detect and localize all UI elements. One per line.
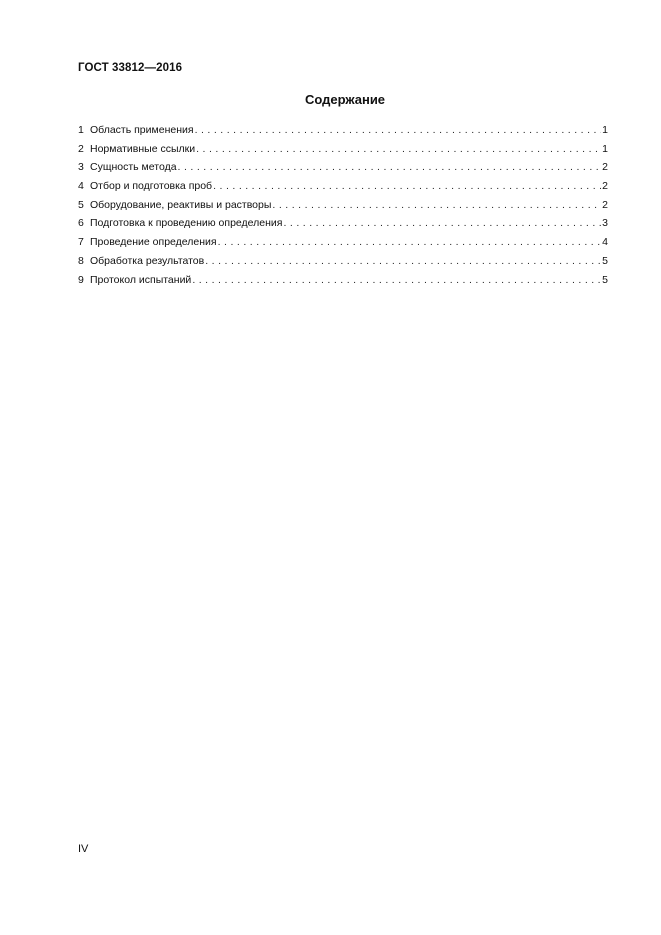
toc-entry-sampling[interactable] xyxy=(78,177,608,196)
toc-entry-page: 2 xyxy=(602,161,608,174)
toc-entry-label: Подготовка к проведению определения xyxy=(90,217,283,230)
toc-entry-page: 1 xyxy=(602,142,608,155)
toc-entry-label: Проведение определения xyxy=(90,236,217,249)
toc-entry-number: 6 xyxy=(78,217,84,230)
toc-entry-equipment[interactable] xyxy=(78,196,608,215)
toc-dot-leader xyxy=(283,214,601,233)
toc-entry-page: 5 xyxy=(602,254,608,267)
toc-entry-references[interactable] xyxy=(78,140,608,159)
toc-dot-leader xyxy=(195,121,602,140)
toc-entry-number: 7 xyxy=(78,236,84,249)
toc-entry-method-principle[interactable] xyxy=(78,158,608,177)
toc-title: Содержание xyxy=(304,92,386,107)
toc-entry-procedure[interactable] xyxy=(78,233,608,252)
standard-designation: ГОСТ 33812—2016 xyxy=(78,62,183,74)
toc-entry-number: 1 xyxy=(78,124,84,136)
toc-entry-page: 1 xyxy=(602,124,608,136)
toc-entry-number: 5 xyxy=(78,198,84,211)
toc-entry-label: Область применения xyxy=(90,124,194,136)
toc-dot-leader xyxy=(213,177,601,196)
toc-dot-leader xyxy=(218,233,602,252)
toc-entry-scope[interactable] xyxy=(78,121,608,140)
toc-dot-leader xyxy=(205,252,601,271)
toc-entry-page: 4 xyxy=(602,236,608,249)
toc-entry-label: Отбор и подготовка проб xyxy=(90,180,213,193)
toc-entry-number: 3 xyxy=(78,161,84,174)
toc-entry-number: 9 xyxy=(78,273,84,286)
page-number: IV xyxy=(78,843,89,855)
toc-dot-leader xyxy=(196,140,601,159)
toc-entry-page: 2 xyxy=(602,180,608,193)
toc-entry-page: 3 xyxy=(602,217,608,230)
toc-entry-results[interactable] xyxy=(78,252,608,271)
toc-entry-number: 2 xyxy=(78,142,84,155)
toc-entry-label: Обработка результатов xyxy=(90,254,205,267)
toc-dot-leader xyxy=(272,196,601,215)
toc-entry-label: Протокол испытаний xyxy=(90,273,192,286)
toc-entry-label: Нормативные ссылки xyxy=(90,142,196,155)
toc-entry-page: 5 xyxy=(602,273,608,286)
table-of-contents xyxy=(78,121,608,289)
toc-entry-label: Сущность метода xyxy=(90,161,177,174)
toc-dot-leader xyxy=(192,271,601,290)
toc-entry-number: 8 xyxy=(78,254,84,267)
toc-dot-leader xyxy=(178,158,602,177)
toc-entry-label: Оборудование, реактивы и растворы xyxy=(90,198,272,211)
toc-entry-number: 4 xyxy=(78,180,84,193)
toc-entry-test-report[interactable] xyxy=(78,271,608,290)
toc-entry-preparation[interactable] xyxy=(78,214,608,233)
toc-entry-page: 2 xyxy=(602,198,608,211)
